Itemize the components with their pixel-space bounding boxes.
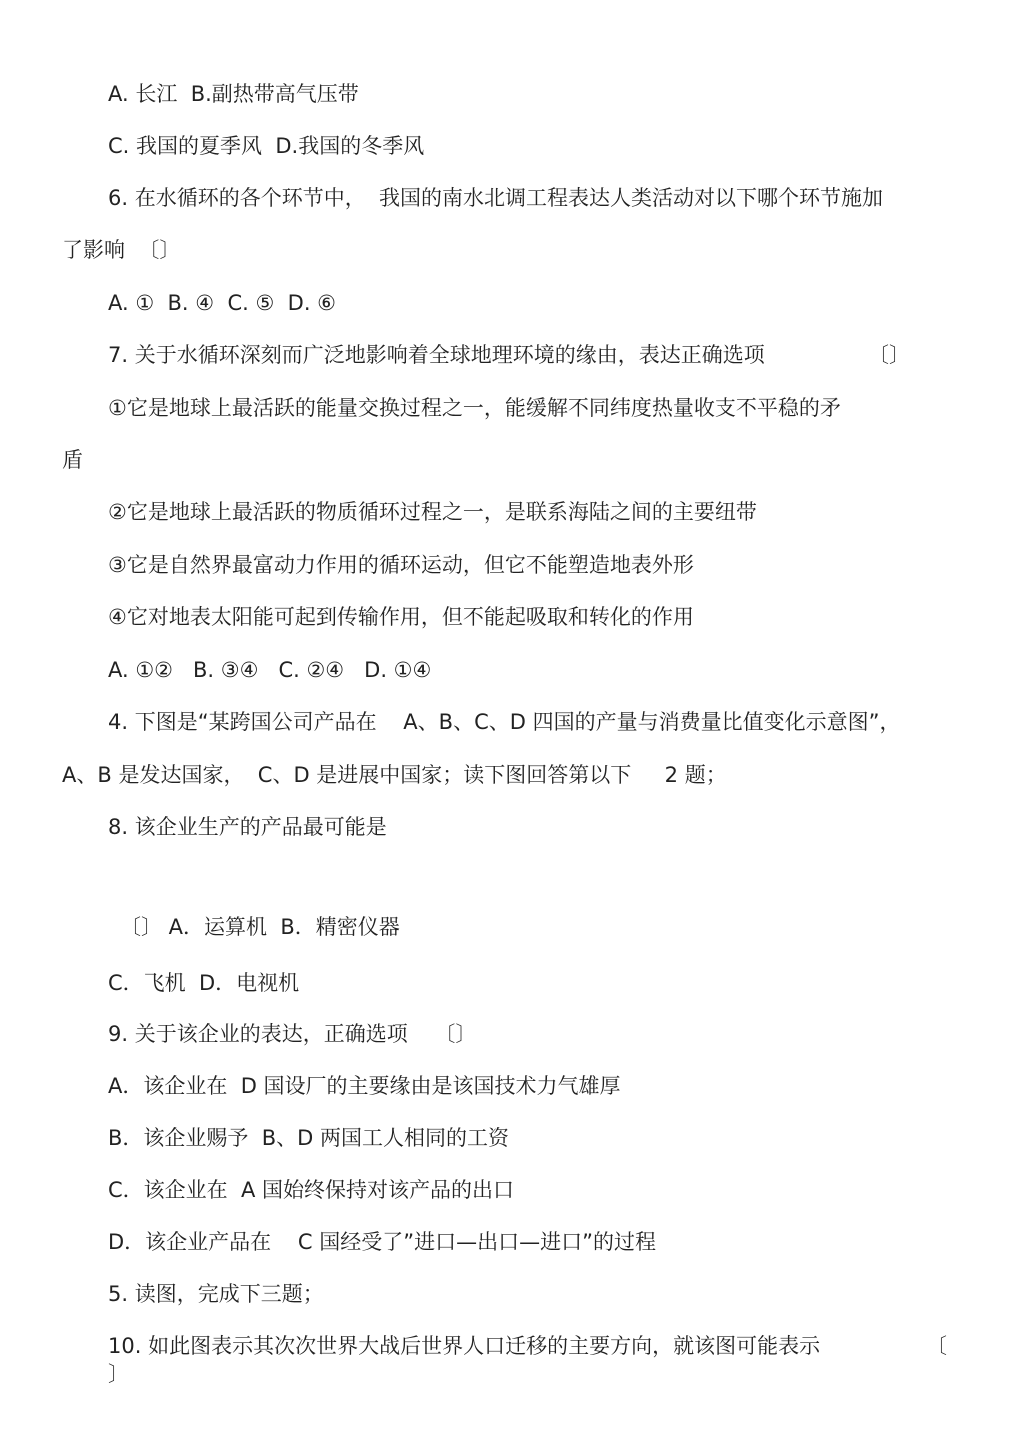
statement-2: ②它是地球上最活跃的物质循环过程之一，是联系海陆之间的主要纽带 — [108, 500, 757, 524]
question-9-option-a: A．该企业在 D 国设厂的主要缘由是该国技术力气雄厚 — [108, 1074, 621, 1098]
question-10-bracket-close: 〕 — [108, 1362, 129, 1386]
question-6-text: 6. 在水循环的各个环节中， 我国的南水北调工程表达人类活动对以下哪个环节施加 — [108, 186, 884, 210]
question-9-text: 9. 关于该企业的表达，正确选项 〔〕 — [108, 1022, 477, 1046]
section-4-intro: 4. 下图是“某跨国公司产品在 A、B、C、D 四国的产量与消费量比值变化示意图”， — [108, 710, 901, 734]
question-10-bracket-open: 〔 — [926, 1334, 947, 1358]
question-7-text: 7. 关于水循环深刻而广泛地影响着全球地理环境的缘由，表达正确选项 — [108, 343, 765, 367]
question-9-option-b: B．该企业赐予 B、D 两国工人相同的工资 — [108, 1126, 510, 1150]
question-8-options-a-b: 〔〕 A．运算机 B．精密仪器 — [120, 915, 400, 939]
question-8-options-c-d: C．飞机 D．电视机 — [108, 971, 300, 995]
section-5-intro: 5. 读图，完成下三题； — [108, 1282, 324, 1306]
section-4-intro-cont: A、B 是发达国家， C、D 是进展中国家；读下图回答第以下 2 题； — [62, 763, 727, 787]
option-line-a-b: A. 长江 B.副热带高气压带 — [108, 82, 359, 106]
question-7-answer-bracket: 〔〕 — [868, 343, 910, 367]
question-9-option-c: C．该企业在 A 国始终保持对该产品的出口 — [108, 1178, 515, 1202]
question-6-text-cont: 了影响 〔〕 — [62, 238, 181, 262]
statement-4: ④它对地表太阳能可起到传输作用，但不能起吸取和转化的作用 — [108, 605, 694, 629]
option-line-c-d: C. 我国的夏季风 D.我国的冬季风 — [108, 134, 425, 158]
question-9-option-d: D．该企业产品在 C 国经受了”进口—出口—进口”的过程 — [108, 1230, 656, 1254]
question-8-text: 8. 该企业生产的产品最可能是 — [108, 815, 387, 839]
question-6-options: A. ① B. ④ C. ⑤ D. ⑥ — [108, 291, 336, 315]
statement-3: ③它是自然界最富动力作用的循环运动，但它不能塑造地表外形 — [108, 553, 694, 577]
statement-1: ①它是地球上最活跃的能量交换过程之一，能缓解不同纬度热量收支不平稳的矛 — [108, 396, 841, 420]
question-10-text: 10. 如此图表示其次次世界大战后世界人口迁移的主要方向，就该图可能表示 — [108, 1334, 821, 1358]
question-7-options: A. ①② B. ③④ C. ②④ D. ①④ — [108, 658, 432, 682]
statement-1-cont: 盾 — [62, 448, 83, 472]
